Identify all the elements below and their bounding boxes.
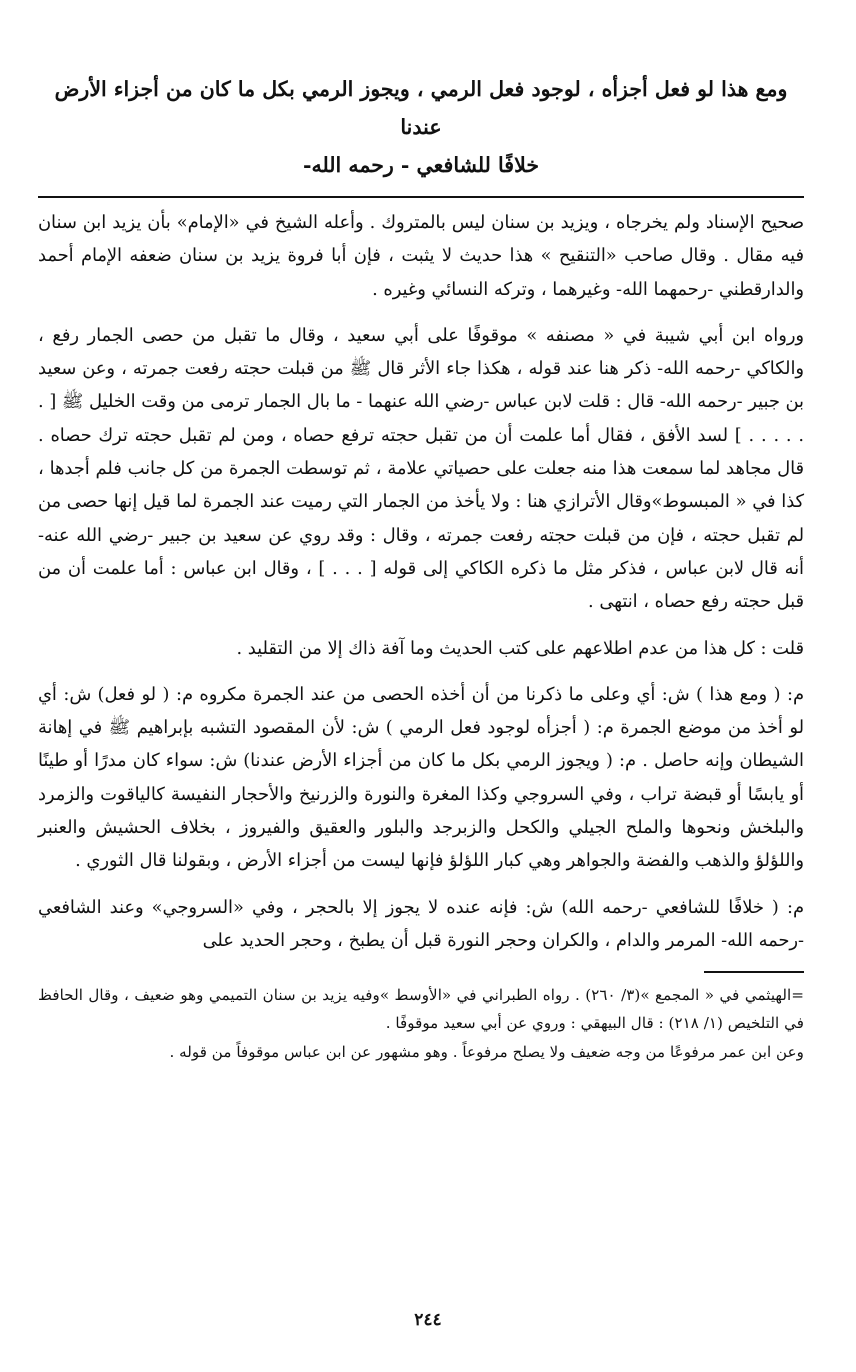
- footnotes: [38, 981, 804, 1067]
- paragraph-2: ورواه ابن أبي شيبة في « مصنفه » موقوفًا على أبي سعيد ، وقال ما تقبل من حصى الجمار رفع ، والكاكي -رحمه الله- ذكر هنا عند قوله ، هكذا جاء الأثر قال ﷺ من قبلت حجته رفعت جمرته ، وعن سعيد بن جبير -رحمه الله- قال : قلت لابن عباس -رضي الله عنهما - ما بال الجمار ترمى من وقت الخليل ﷺ [ . . . . . . ] لسد الأفق ، فقال أما علمت أن من تقبل حجته ترفع حصاه ، ومن لم تقبل حجته ترك حصاه . قال مجاهد لما سمعت هذا منه جعلت على حصياتي علامة ، ثم توسطت الجمرة من كل جانب فلم أجدها ، كذا في « المبسوط»وقال الأترازي هنا : ولا يأخذ من الجمار التي رميت عند الجمرة لما قيل إنها حصى من لم تقبل حجته ، فإن من قبلت حجته رفعت جمرته ، وقال : وقد روي عن سعيد بن جبير -رضي الله عنه- أنه قال لابن عباس ، فذكر مثل ما ذكره الكاكي إلى قوله [ . . . ] ، وقال ابن عباس : أما علمت أن من قبل حجته رفع حصاه ، انتهى .: [38, 324, 804, 613]
- page-content: [38, 70, 804, 1066]
- matn-header: [38, 70, 804, 184]
- paragraph-3: قلت : كل هذا من عدم اطلاعهم على كتب الحديث وما آفة ذاك إلا من التقليد .: [236, 637, 804, 659]
- paragraph-5: م: ( خلافًا للشافعي -رحمه الله) ش: فإنه عنده لا يجوز إلا بالحجر ، وفي «السروجي» وعند الشافعي -رحمه الله- المرمر والدام ، والكران وحجر النورة قبل أن يطبخ ، وحجر الحديد على: [38, 896, 804, 951]
- page-number: ٢٤٤: [414, 1310, 442, 1330]
- header-divider: [38, 196, 804, 198]
- footnote-2: وعن ابن عمر مرفوعًا من وجه ضعيف ولا يصلح مرفوعاً . وهو مشهور عن ابن عباس موقوفاً من قوله .: [169, 1042, 804, 1061]
- footnote-divider: [704, 971, 804, 973]
- matn-line-1: ومع هذا لو فعل أجزأه ، لوجود فعل الرمي ، ويجوز الرمي بكل ما كان من أجزاء الأرض عندنا: [54, 77, 788, 139]
- paragraph-4: م: ( ومع هذا ) ش: أي وعلى ما ذكرنا من أن أخذه الحصى من عند الجمرة مكروه م: ( لو فعل) ش: أي لو أخذ من موضع الجمرة م: ( أجزأه لوجود فعل الرمي ) ش: لأن المقصود التشبه بإبراهيم ﷺ في إهانة الشيطان وإنه حاصل . م: ( ويجوز الرمي بكل ما كان من أجزاء الأرض عندنا) ش: سواء كان مدرًا أو طينًا أو يابسًا أو قبضة تراب ، وفي السروجي وكذا المغرة والنورة والزرنيخ والأحجار النفيسة كالياقوت والزمرد والبلخش ونحوها والملح الجيلي والكحل والزبرجد والبلور والعقيق والفيروز ، بخلاف الحشيش والعنبر واللؤلؤ والذهب والفضة والجواهر وهي كبار اللؤلؤ فإنها ليست من أجزاء الأرض ، وبقولنا قال الثوري .: [38, 683, 804, 872]
- matn-line-2: خلافًا للشافعي - رحمه الله-: [303, 153, 539, 177]
- footnote-1: =الهيثمي في « المجمع »(٣/ ٢٦٠) . رواه الطبراني في «الأوسط »وفيه يزيد بن سنان التميمي وهو ضعيف ، وقال الحافظ في التلخيص (١/ ٢١٨) : قال البيهقي : وروي عن أبي سعيد موقوفًا .: [38, 985, 805, 1033]
- paragraph-1: صحيح الإسناد ولم يخرجاه ، ويزيد بن سنان ليس بالمتروك . وأعله الشيخ في «الإمام» بأن يزيد ابن سنان فيه مقال . وقال صاحب «التنقيح » هذا حديث لا يثبت ، فإن أبا فروة يزيد بن سنان ضعفه الإمام أحمد والدارقطني -رحمهما الله- وغيرهما ، وتركه النسائي وغيره .: [38, 212, 804, 300]
